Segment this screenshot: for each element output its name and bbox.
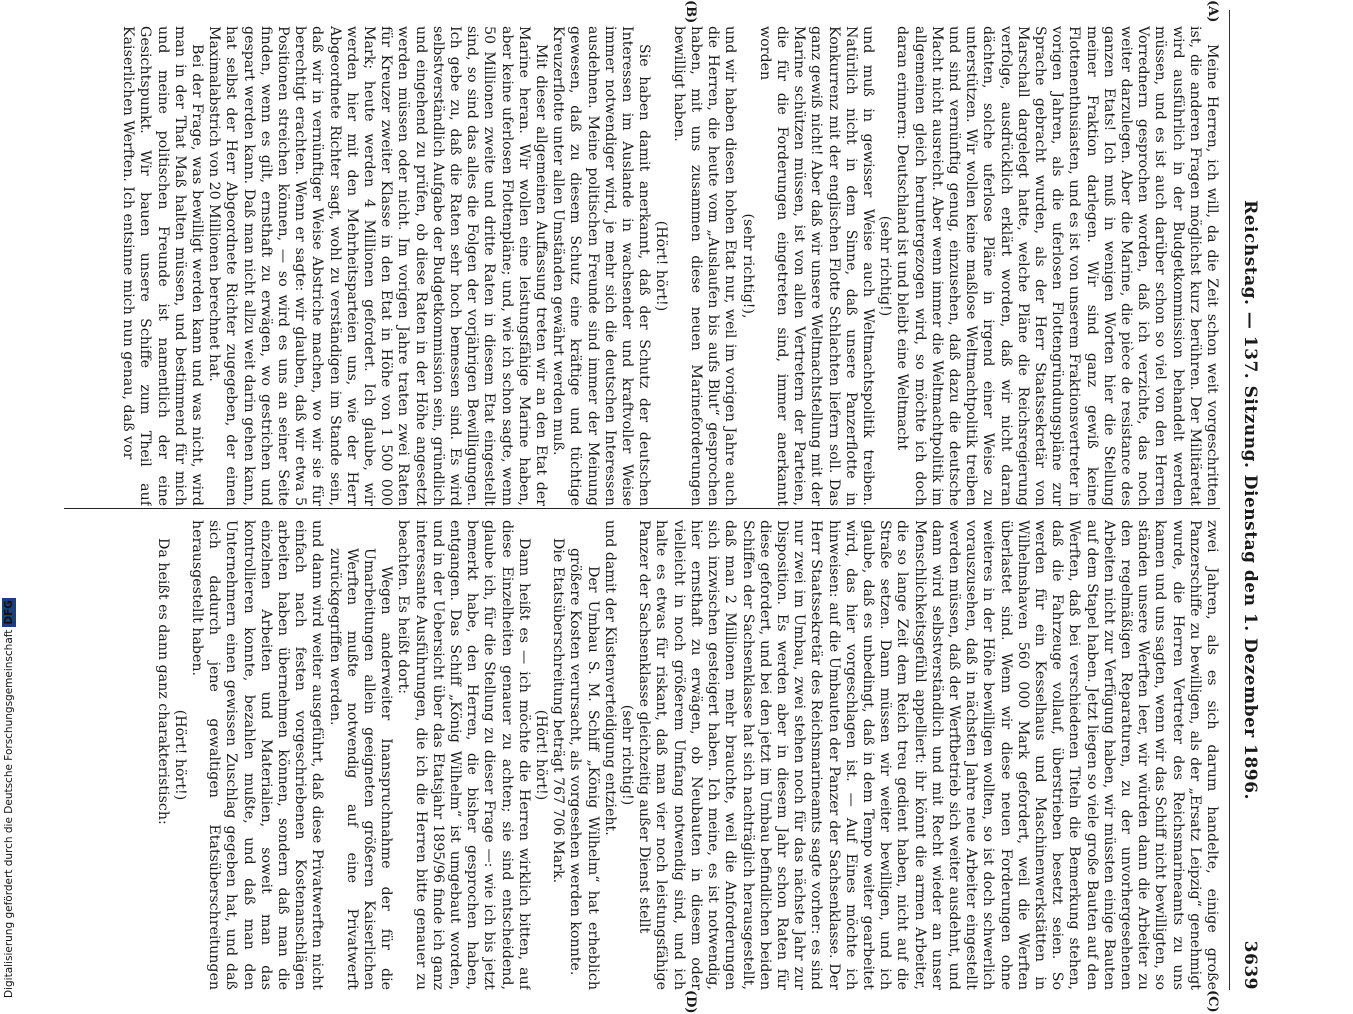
quotation: Wegen anderweiter Inanspruchnahme der für die Umarbeitungen allein geeigneten größeren Kaiserlichen Werften mußte notwendig auf eine Privatwerft zurückgegriffen werden. [326,548,395,990]
paragraph: Da heißt es dann ganz charakteristisch: [154,538,171,825]
running-head [1234,10,1262,990]
paragraph: und wir haben diesen hohen Etat nur, weil im vorigen Jahre auch die Herren, die heute vom „Auslaufen bis aufs Blut“ gesprochen haben, mit uns zusammen diese neuen Marineforderungen bewilligt haben. [670,26,739,506]
interjection: (sehr richtig!) [877,215,894,317]
credit-text-wrap [2,600,16,998]
paragraph: und dann wird weiter ausgeführt, daß diese Privatwerften nicht einfach nach festen vorgeschriebenen Kostenanschlägen arbeiten haben übernehmen können, sondern daß man die einzelnen Arbeiten und Materialien, soweit man das kontrollieren konnte, bezahlen mußte, und daß man den Unternehmern einen gewissen Zuschlag gegeben hat, und daß sich dadurch jene gewaltigen Etatsüberschreitungen herausgestellt haben. [189,520,326,990]
document-page [40,0,1280,1014]
margin-marker-c: (C) [1205,990,1220,1013]
paragraph: Die Etatsüberschreitung beträgt 767 706 Mark. [550,538,567,884]
credit-text: Digitalisierung gefördert durch die Deutsche Forschungsgemeinschaft [3,629,15,998]
column-divider [64,508,1220,509]
left-column [64,26,1220,506]
header-rule [1229,10,1230,990]
interjection: (Hört! hört!) [171,709,188,801]
paragraph: Mit dieser allgemeinen Auffassung treten wir an den Etat der Marine heran. Wir wollen eine leistungsfähige Marine haben, aber keine uferlosen Flottenpläne; und, wie ich schon sagte, wenn 50 Millionen zweite und dritte Raten in diesem Etat eingestellt sind, so sind das alles die Folgen der vorjährigen Bewilligungen. Ich gebe zu, daß die Raten sehr hoch bemessen sind. Es wird selbstverständlich Aufgabe der Budgetkommission sein, gründlich und eingehend zu prüfen, ob diese Raten in der Höhe angesetzt werden müssen oder nicht. Im vorigen Jahre traten zwei Raten für Kreuzer zweiter Klasse in den Etat in Höhe von 1 500 000 Mark; heute werden 4 Millionen gefordert. Ich glaube, wir werden hier mit den Mehrheitsparteien uns, wie der Herr Abgeordnete Richter sagt, wohl zu verständigen im Stande sein, daß wir in vernünftiger Weise Abstriche machen, wo wir sie für berechtigt erachten. Wenn er sagte: wir glauben, daß wir etwa 5 Positionen streichen können, — so wird es uns an seiner Seite finden, wenn es gilt, ernsthaft zu erwägen, wo gestrichen und gespart werden kann. Daß man nicht allzu weit darin gehen kann, hat selbst der Herr Abgeordnete Richter zugegeben, der einen Maximalabstrich von 20 Millionen berechnet hat. [206,26,550,506]
paragraph: Meine Herren, ich will, da die Zeit schon weit vorgeschritten ist, die anderen Fragen möglichst kurz berühren. Der Militäretat wird ausführlich in der Budgetkommission behandelt werden müssen, und es ist auch darüber schon so viel von den Herren Vorrednern gesprochen worden, daß ich verzichte, das noch weiter darzulegen. Aber die Marine, die pièce de resistance des ganzen Etats! Ich muß in wenigen Worten hier die Stellung meiner Fraktion darlegen. Wir sind ganz gewiß keine Flottenenthusiasten, und es ist von unserem Fraktionsvertreter in vorigen Jahren, als die uferlosen Flottengründungspläne zur Sprache gebracht wurden, als der Herr Staatssekretär von Marschall dargelegt hatte, welche Pläne die Reichsregierung verfolge, ausdrücklich erklärt worden, daß wir nicht daran dächten, solche uferlose Pläne in irgend einer Weise zu unterstützen. Wir wollen keine maßlose Weltmachtpolitik treiben und sind vernünftig genug, einzusehen, daß dazu die deutsche Macht nicht ausreicht. Aber wenn immer die Weltmachtpolitik im allgemeinen gleich heruntergezogen wird, so möchte ich doch daran erinnern: Deutschland ist und bleibt eine Weltmacht [894,26,1220,506]
margin-marker-b: (B) [683,0,698,24]
interjection: (sehr richtig!) [619,704,636,806]
digitization-credit [2,600,16,998]
dfg-logo: DFG [3,600,15,625]
quotation: Der Umbau S. M. Schiff „König Wilhelm“ hat erheblich größere Kosten verursacht, als vorgesehen werden konnte. [567,548,601,990]
page-number: 3639 [1240,940,1260,990]
interjection: (sehr richtig!), [739,213,756,319]
paragraph: Bei der Frage, was bewilligt werden kann und was nicht, wird man in der That Maß halten müssen, und bestimmend für mich und meine politischen Freunde ist namentlich der eine Gesichtspunkt. Wir bauen unsere Schiffe zum Theil auf Kaiserlichen Werften. Ich entsinne mich nun genau, daß vor [120,26,206,506]
paragraph: Dann heißt es — ich möchte die Herren wirklich bitten, auf diese Einzelheiten genauer zu achten; sie sind entscheidend, glaube ich, für die Stellung zu dieser Frage —: wie ich bis jetzt bemerkt habe, den Herren, die bisher gesprochen haben, entgangen. Das Schiff „König Wilhelm“ ist umgebaut worden, und in der Uebersicht über das Etatsjahr 1895/96 finde ich ganz interessante Ausführungen, die ich die Herren bitte genauer zu beachten. Es heißt dort: [395,520,532,990]
interjection: (Hört! hört!) [653,220,670,312]
interjection: (Hört! hört!) [533,709,550,801]
paragraph: und damit der Küstenverteidigung entzieht. [601,520,618,836]
margin-marker-a: (A) [1205,0,1220,23]
paragraph: und muß in gewisser Weise auch Weltmachtspolitik treiben. Natürlich nicht in dem Sinne, daß unsere Panzerflotte in Konkurrenz mit der englischen Flotte Schlachten liefern soll. Das ganz gewiß nicht! Aber daß wir unsere Weltmachtstellung mit der Marine schützen müssen, ist von allen Vertretern der Parteien, die für die Forderungen eingetreten sind, immer anerkannt worden [756,26,876,506]
paragraph: zwei Jahren, als es sich darum handelte, einige große Panzerschiffe zu bewilligen, als der „Ersatz Leipzig“ genehmigt wurde, die Herren Vertreter des Reichsmarineamts zu uns kamen und uns sagten, wenn wir das Schiff nicht bewilligten, so ständen unsere Werften leer, wir würden dann die Arbeiter zu den regelmäßigen Reparaturen, zu der unvorhergesehenen Arbeiten nicht zur Verfügung haben, wir müssten einige Bauten auf dem Stapel haben. Jetzt liegen so viele große Bauten auf den Werften, daß bei verschiedenen Titeln die Bemerkung stehen, daß die Fahrzeuge vollauf, überstrieben besetzt seien. So werden für ein Kesselhaus und Maschinenwerkstätten in Wilhelmshaven 560 000 Mark gefordert, weil die Werften überlastet sind. Wenn wir diese neuen Forderungen ohne weiteres in der Höhe bewilligen wollten, so ist doch schwerlich vorauszusehen, daß in nächsten Jahre neue Arbeiter eingestellt werden müssen, daß der Werftbetrieb sich weiter ausdehnt, und dann wird selbstverständlich und mit Recht wieder an unser Menschlichkeitsgefühl appelliert: ihr könnt die armen Arbeiter, die so lange Zeit dem Reich treu gedient haben, nicht auf die Straße setzen. Dann müssen wir weiter bewilligen, und ich glaube, daß es unbedingt, daß in dem Tempo weiter gearbeitet wird, das hier vorgeschlagen ist. — Auf Eines möchte ich hinweisen: auf die Umbauten der Panzer der Sachsenklasse. Der Herr Staatssekretär des Reichsmarineamts sagte vorher: es sind nur zwei im Umbau, zwei stehen noch für das nächste Jahr zur Disposition. Es werden aber in diesem Jahr schon Raten für diese gefordert, und bei den jetzt im Umbau befindlichen beiden Schiffen der Sachsenklasse hat sich nachträglich herausgestellt, daß man 2 Millionen mehr brauchte, weil die Anforderungen sich inzwischen gesteigert haben. Ich meine, es ist notwendig, hier ernsthaft zu erwägen, ob Neubauten in diesem oder vielleicht in noch größerem Umfang notwendig sind, und ich halte es etwas für riskant, daß man vier noch leistungsfähige Panzer der Sachsenklasse gleichzeitig außer Dienst stellt [636,520,1220,990]
margin-marker-d: (D) [683,990,698,1014]
right-column [64,520,1220,990]
page-title: Reichstag. — 137. Sitzung. Dienstag den 1. Dezember 1896. [1240,200,1260,800]
paragraph: Sie haben damit anerkannt, daß der Schutz der deutschen Interessen im Auslande in wachsender und kraftvoller Weise immer notwendiger wird, je mehr sich die deutschen Interessen ausdehnen. Meine politischen Freunde sind immer der Meinung gewesen, daß zu diesem Schutz eine kräftige und tüchtige Kreuzerflotte unter allen Umständen gewährt werden muß. [550,26,653,506]
